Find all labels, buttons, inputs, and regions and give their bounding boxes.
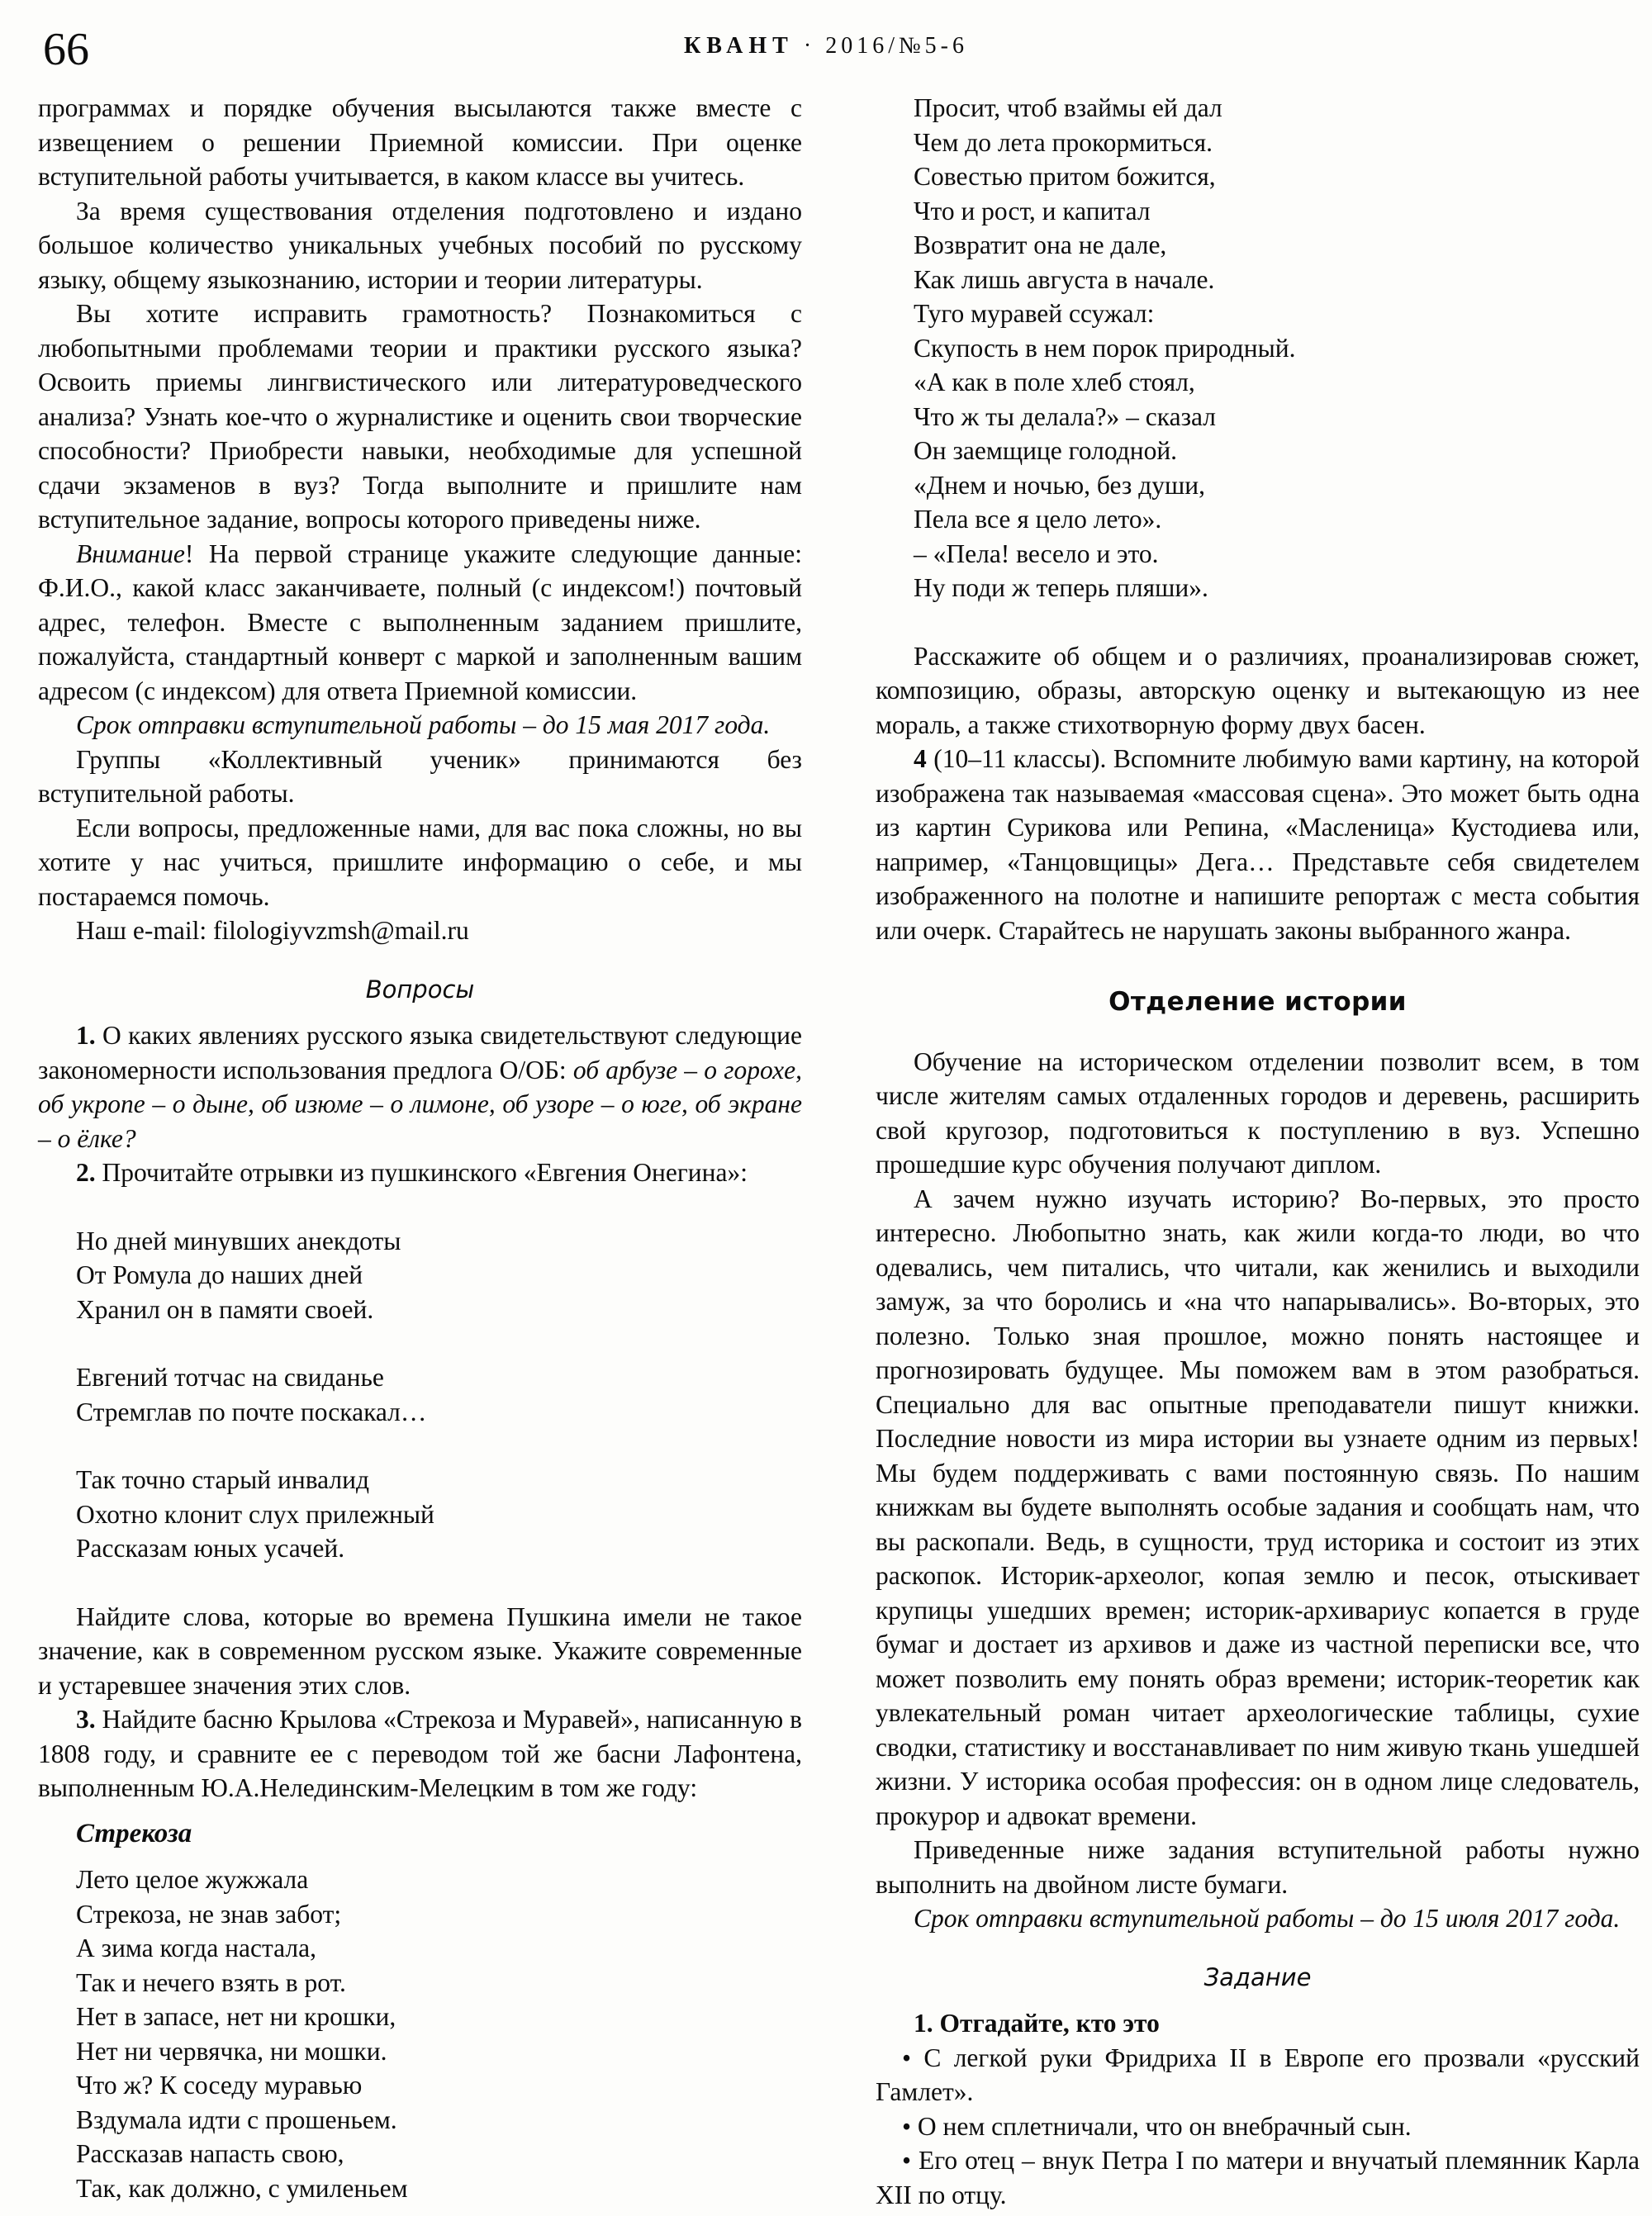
poem-line: Возвратит она не дале,	[914, 230, 1167, 259]
task-1-number-label: 1. Отгадайте, кто это	[914, 2009, 1160, 2038]
poem-line: Как лишь августа в начале.	[914, 264, 1215, 294]
paragraph-history-intro: Обучение на историческом отделении позволит всем, в том числе жителям самых отдаленных городов и деревень, расширить свой кругозор, подготовиться к поступлению в вуз. Успешно прошедшие курс обучения получают диплом.	[876, 1046, 1640, 1179]
running-head-title	[0, 33, 1652, 59]
poem-line: «Днем и ночью, без души,	[914, 470, 1205, 500]
verse-onegin-c	[38, 1463, 802, 1566]
question-1-number: 1.	[76, 1021, 96, 1050]
spacer	[876, 1995, 1640, 2006]
poem-strekoza-part1	[38, 1862, 802, 2205]
spacer	[38, 1429, 802, 1463]
verse-line: Рассказам юных усачей.	[76, 1534, 345, 1563]
verse-line: От Ромула до наших дней	[76, 1260, 363, 1289]
heading-questions: Вопросы	[365, 975, 475, 1004]
question-2-number: 2.	[76, 1158, 96, 1187]
verse-onegin-b	[38, 1360, 802, 1429]
poem-line: Туго муравей ссужал:	[914, 299, 1155, 328]
spacer	[38, 1851, 802, 1862]
poem-line: Нет ни червячка, ни мошки.	[76, 2036, 387, 2066]
question-1-examples: об арбузе – о горохе, об укропе – о дыне, об изюме – о лимоне, об узоре – о юге, об экране – о ёлке?	[38, 1055, 802, 1153]
poem-line: Что ж ты делала?» – сказал	[914, 401, 1217, 431]
spacer	[38, 1007, 802, 1018]
task-1-bullet-2	[876, 2109, 1640, 2144]
bullet-body: О нем сплетничали, что он внебрачный сын.	[917, 2111, 1412, 2141]
bullet-icon: •	[902, 2146, 912, 2175]
paragraph-attention	[38, 537, 802, 709]
bullet-text	[911, 2112, 918, 2141]
paragraph-deadline-philology: Срок отправки вступительной работы – до 15 мая 2017 года.	[76, 710, 771, 739]
question-3-number: 3.	[76, 1705, 96, 1734]
paragraph-publications: За время существования отделения подготовлено и издано большое количество уникальных учебных пособий по русскому языку, общему языкознанию, истории и теории литературы.	[38, 196, 802, 294]
poem-line: Лето целое жужжала	[76, 1865, 309, 1894]
bullet-text	[911, 2043, 923, 2072]
poem-line: Вздумала идти с прошеньем.	[76, 2104, 397, 2134]
body-columns	[0, 91, 1652, 2209]
issue-number: 2016/№5-6	[825, 33, 969, 59]
verse-onegin-a	[38, 1224, 802, 1327]
spacer	[38, 1190, 802, 1224]
bullet-icon: •	[902, 2043, 912, 2072]
spacer	[38, 1326, 802, 1360]
bullet-text	[911, 2146, 919, 2175]
paragraph-deadline-history: Срок отправки вступительной работы – до 15 июля 2017 года.	[914, 1904, 1621, 1933]
journal-issue	[794, 33, 968, 59]
paragraph-invitation: Вы хотите исправить грамотность? Познакомиться с любопытными проблемами теории и практики русского языка? Освоить приемы лингвистического или литературоведческого анализа? Узнать кое-что о журналистике и оценить свои творческие способности? Приобрести навыки, необходимые для успешной сдачи экзаменов в вуз? Тогда выполните и пришлите нам вступительное задание, вопросы которого приведены ниже.	[38, 299, 802, 534]
question-2-text: Прочитайте отрывки из пушкинского «Евгения Онегина»:	[95, 1158, 748, 1187]
question-2-followup: Найдите слова, которые во времена Пушкина имели не такое значение, как в современном русском языке. Укажите современные и устаревшее значения этих слов.	[38, 1601, 802, 1700]
question-1	[38, 1018, 802, 1155]
left-column	[38, 91, 802, 2205]
poem-line: Что ж? К соседу муравью	[76, 2071, 363, 2100]
poem-line: Так, как должно, с умиленьем	[76, 2173, 408, 2203]
question-4	[876, 742, 1640, 947]
running-head-separator: ·	[803, 33, 816, 59]
task-1-bullet-1	[876, 2041, 1640, 2109]
poem-line: Нет в запасе, нет ни крошки,	[76, 2002, 396, 2031]
poem-line: – «Пела! весело и это.	[914, 539, 1159, 568]
question-2	[38, 1155, 802, 1190]
attention-lead: Внимание	[76, 539, 185, 568]
poem-line: Рассказав напасть свою,	[76, 2139, 344, 2168]
poem-line: Стрекоза, не знав забот;	[76, 1899, 342, 1929]
poem-line: Совестью притом божится,	[914, 162, 1216, 191]
spacer	[38, 1806, 802, 1817]
verse-line: Стремглав по почте поскакал…	[76, 1397, 427, 1426]
right-column	[876, 91, 1640, 2212]
paragraph-submission-format: Приведенные ниже задания вступительной работы нужно выполнить на двойном листе бумаги.	[876, 1835, 1640, 1899]
paragraph-collective-student: Группы «Коллективный ученик» принимаются без вступительной работы.	[38, 744, 802, 808]
verse-line: Но дней минувших анекдоты	[76, 1226, 401, 1255]
spacer	[876, 1020, 1640, 1045]
verse-line: Так точно старый инвалид	[76, 1465, 370, 1494]
question-4-number: 4	[914, 744, 927, 773]
poem-line: «А как в поле хлеб стоял,	[914, 368, 1195, 396]
task-1-bullet-3	[876, 2143, 1640, 2212]
question-3	[38, 1702, 802, 1806]
paragraph-help-offer: Если вопросы, предложенные нами, для вас пока сложны, но вы хотите у нас учиться, пришлите информацию о себе, и мы постараемся помочь.	[38, 813, 802, 911]
question-1-text: О каких явлениях русского языка свидетельствуют следующие закономерности использования предлога О/ОБ:	[38, 1021, 802, 1084]
question-3-text: Найдите басню Крылова «Стрекоза и Муравей», написанную в 1808 году, и сравните ее с переводом той же басни Лафонтена, выполненным Ю.А.Нелединским-Мелецким в том же году:	[38, 1705, 802, 1802]
spacer	[38, 1566, 802, 1600]
task-1-title	[876, 2006, 1640, 2041]
journal-name: КВАНТ	[683, 33, 794, 59]
poem-line: Скупость в нем порок природный.	[914, 333, 1296, 363]
poem-strekoza-part2	[876, 91, 1640, 605]
poem-line: Он заемщице голодной.	[914, 436, 1178, 465]
attention-rest: ! На первой странице укажите следующие данные: Ф.И.О., какой класс заканчиваете, полный (с индексом!) почтовый адрес, телефон. Вместе с выполненным заданием пришлите, пожалуйста, стандартный конверт с маркой и заполненным вашим адресом (с индексом) для ответа Приемной комиссии.	[38, 539, 802, 705]
poem-line: Что и рост, и капитал	[914, 196, 1151, 225]
verse-line: Хранил он в памяти своей.	[76, 1294, 374, 1324]
bullet-icon: •	[902, 2111, 912, 2141]
spacer	[876, 947, 1640, 985]
bullet-body: Его отец – внук Петра I по матери и внучатый племянник Карла XII по отцу.	[876, 2146, 1640, 2209]
poem-title-strekoza: Стрекоза	[76, 1818, 192, 1848]
paragraph-email: Наш e-mail: filologiyvzmsh@mail.ru	[76, 916, 469, 945]
poem-line: Пела все я цело лето».	[914, 505, 1162, 534]
heading-history-department: Отделение истории	[1108, 987, 1407, 1017]
page-number: 66	[43, 24, 89, 75]
poem-line: А зима когда настала,	[76, 1934, 316, 1962]
spacer	[38, 948, 802, 973]
poem-line: Ну поди ж теперь пляши».	[914, 573, 1208, 602]
spacer	[876, 605, 1640, 639]
spacer	[876, 1936, 1640, 1961]
bullet-body: С легкой руки Фридриха II в Европе его прозвали «русский Гамлет».	[876, 2043, 1640, 2106]
heading-assignment: Задание	[1203, 1962, 1312, 1991]
paragraph-programs: программах и порядке обучения высылаются также вместе с извещением о решении Приемной комиссии. При оценке вступительной работы учитывается, в каком классе вы учитесь.	[38, 93, 802, 191]
question-4-text: (10–11 классы). Вспомните любимую вами картину, на которой изображена так называемая «массовая сцена». Это может быть одна из картин Сурикова или Репина, «Масленица» Кустодиева или, например, «Танцовщицы» Дега… Представьте себя свидетелем изображенного на полотне и напишите репортаж с места события или очерк. Старайтесь не нарушать законы выбранного жанра.	[876, 744, 1640, 945]
running-head	[0, 21, 1652, 79]
paragraph-compare-fables: Расскажите об общем и о различиях, проанализировав сюжет, композицию, образы, авторскую оценку и вытекающую из нее мораль, а также стихотворную форму двух басен.	[876, 641, 1640, 739]
poem-line: Чем до лета прокормиться.	[914, 127, 1213, 157]
paragraph-why-history: А зачем нужно изучать историю? Во-первых, это просто интересно. Любопытно знать, как жили когда-то люди, во что одевались, чем питались, что читали, как женились и выходили замуж, за что боролись и «на что напарывались». Во-вторых, это полезно. Только зная прошлое, можно понять настоящее и прогнозировать будущее. Мы поможем вам в этом разобраться. Специально для вас опытные преподаватели пишут книжки. Последние новости из мира истории вы узнаете одним из первых! Мы будем поддерживать с вами постоянную связь. По нашим книжкам вы будете выполнять особые задания и сообщать нам, что вы раскопали. Ведь, в сущности, труд историка и состоит из этих раскопок. Историк-археолог, копая землю и песок, отыскивает крупицы ушедших времен; историк-архивариус копается в груде бумаг и достает из архивов и даже из частной переписки все, что может позволить ему понять образ времени; историк-теоретик как увлекательный роман читает археологические таблицы, сухие сводки, статистику и восстанавливает по ним живую ткань ушедшей жизни. У историка особая профессия: он в одном лице следователь, прокурор и адвокат времени.	[876, 1184, 1640, 1830]
verse-line: Охотно клонит слух прилежный	[76, 1499, 434, 1529]
poem-line: Просит, чтоб взаймы ей дал	[914, 93, 1222, 122]
poem-line: Так и нечего взять в рот.	[76, 1967, 346, 1997]
verse-line: Евгений тотчас на свиданье	[76, 1363, 384, 1392]
